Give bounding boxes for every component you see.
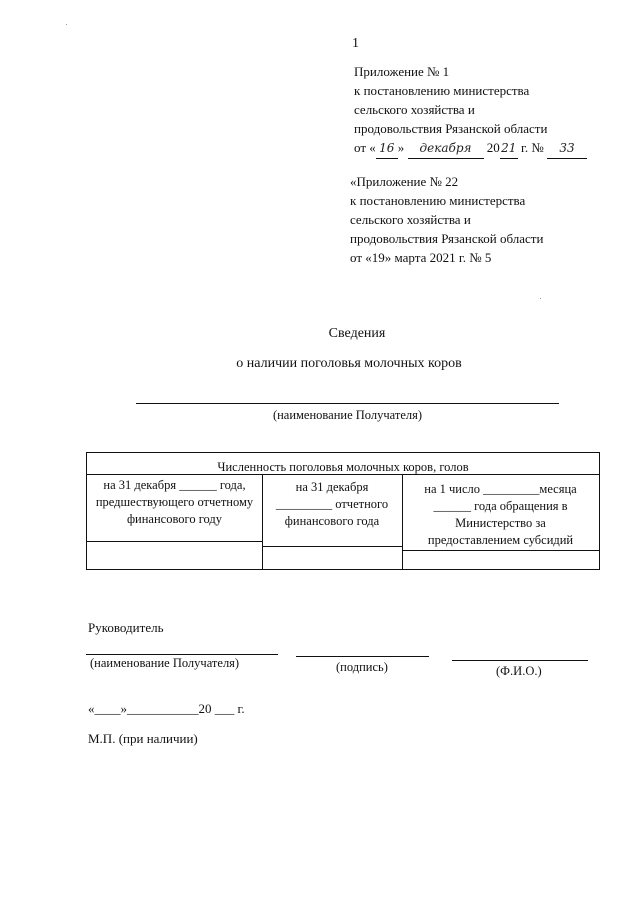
appendix-1-block <box>354 62 587 159</box>
date-mid: » <box>397 140 408 155</box>
table-divider <box>262 546 402 547</box>
scan-speck <box>540 298 541 299</box>
cell-line: предоставлением субсидий <box>427 533 574 547</box>
date-year-prefix: 20 <box>483 140 500 155</box>
table-divider <box>402 550 599 551</box>
caption-signature: (подпись) <box>336 660 388 674</box>
cell-line: Министерство за <box>455 516 546 530</box>
cell-line: на 31 декабря <box>295 480 369 494</box>
cow-count-table <box>86 452 600 570</box>
signature-date: «____»___________20 ___ г. <box>88 701 245 716</box>
date-number-prefix: г. № <box>517 140 548 155</box>
appendix-1-line: продовольствия Рязанской области <box>354 121 548 136</box>
cell-line: _________ отчетного <box>275 497 389 511</box>
document-title: Сведения <box>328 326 386 341</box>
table-header: Численность поголовья молочных коров, голов <box>217 460 469 474</box>
appendix-1-date-line <box>354 138 587 159</box>
document-subtitle: о наличии поголовья молочных коров <box>236 356 462 371</box>
cell-line: на 31 декабря ______ года, <box>103 478 246 492</box>
handwritten-day: 16 <box>376 139 398 159</box>
name-line <box>86 654 278 655</box>
caption-name: (наименование Получателя) <box>90 656 240 670</box>
table-divider <box>87 474 599 475</box>
appendix-22-title: «Приложение № 22 <box>350 174 459 189</box>
appendix-22-block <box>350 172 543 267</box>
table-divider <box>87 541 262 542</box>
cell-line: финансового года <box>284 514 380 528</box>
cell-line: на 1 число _________месяца <box>424 482 577 496</box>
table-column-2-header <box>262 479 402 530</box>
signature-line <box>296 656 429 657</box>
caption-fio: (Ф.И.О.) <box>496 664 542 678</box>
cell-line: предшествующего отчетному <box>95 495 254 509</box>
appendix-22-line: к постановлению министерства <box>350 193 526 208</box>
appendix-22-line: продовольствия Рязанской области <box>350 231 544 246</box>
scan-speck <box>66 24 67 25</box>
handwritten-month: декабря <box>408 139 484 159</box>
signature-role: Руководитель <box>88 620 164 635</box>
fio-line <box>452 660 588 661</box>
page-number: 1 <box>352 36 359 51</box>
handwritten-number: 33 <box>547 139 587 159</box>
appendix-1-title: Приложение № 1 <box>354 64 450 79</box>
handwritten-year: 21 <box>500 139 518 159</box>
recipient-caption: (наименование Получателя) <box>272 408 423 422</box>
appendix-1-line: сельского хозяйства и <box>354 102 475 117</box>
cell-line: финансового году <box>126 512 223 526</box>
appendix-22-line: сельского хозяйства и <box>350 212 471 227</box>
appendix-1-line: к постановлению министерства <box>354 83 530 98</box>
date-prefix: от « <box>354 140 376 155</box>
appendix-22-line: от «19» марта 2021 г. № 5 <box>350 250 492 265</box>
table-column-1-header <box>87 477 262 528</box>
table-column-3-header <box>402 481 599 549</box>
stamp-note: М.П. (при наличии) <box>88 731 198 746</box>
cell-line: ______ года обращения в <box>433 499 568 513</box>
recipient-line <box>136 403 559 404</box>
